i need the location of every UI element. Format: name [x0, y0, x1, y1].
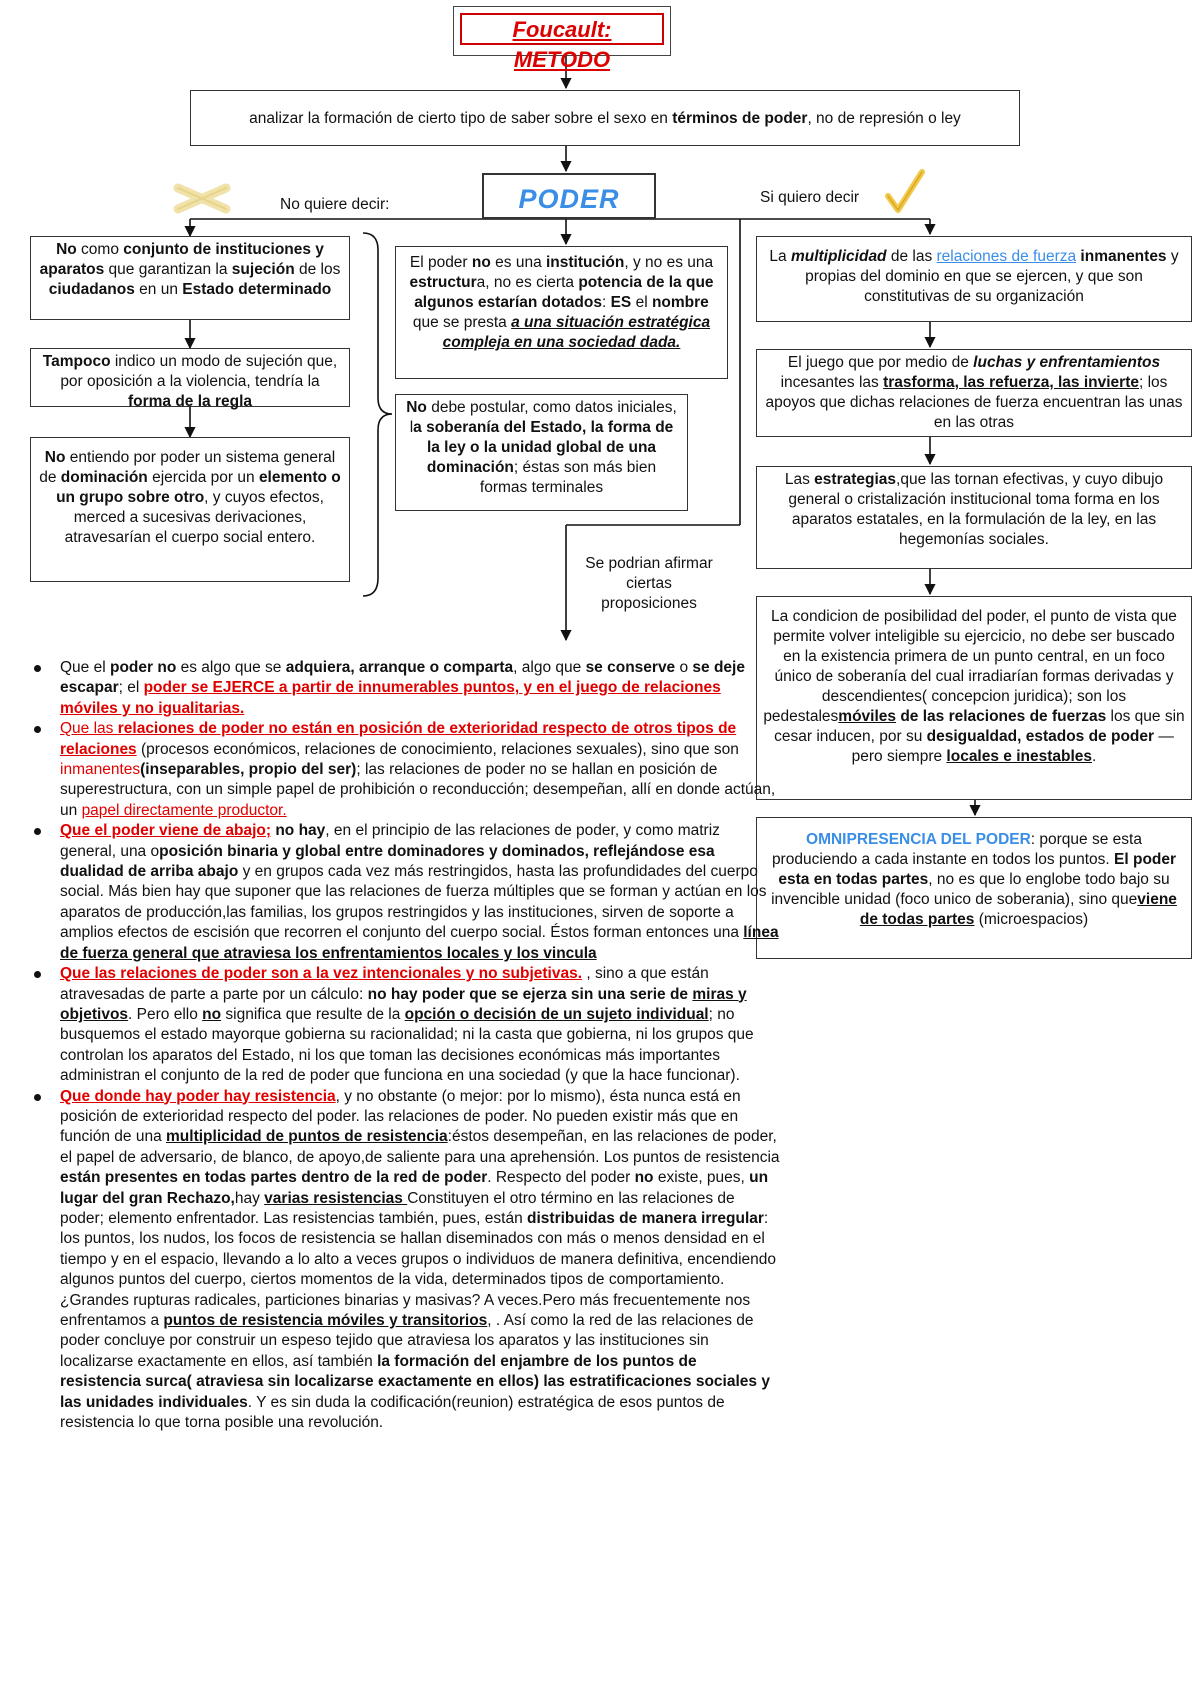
se-podrian-label: Se podrian afirmar ciertas proposiciones	[585, 555, 713, 612]
t: como	[76, 241, 124, 258]
t: adquiera, arranque o comparta	[285, 659, 514, 676]
t: y propias del dominio en que se ejercen, y que son constitutivas de su organización	[805, 248, 1179, 305]
no-quiere-decir-label: No quiere decir:	[280, 196, 390, 213]
t: luchas y enfrentamientos	[973, 354, 1161, 371]
t: ,que las tornan efectivas, y cuyo dibujo general o cristalización institucional toma forma en los aparatos estatales, en la formulación de la ley, en las hegemonías sociales.	[788, 471, 1164, 548]
t: no hay	[275, 822, 326, 840]
si-quiero-decir-label: Si quiero decir	[760, 189, 860, 206]
analyze-bold: términos de poder	[672, 110, 808, 127]
t: , y no obstante (o mejor: por lo mismo), ésta nunca está en posición de exterioridad respecto del poder. las relaciones de poder. No pueden existir más que en función de una	[60, 1087, 741, 1146]
t: que se presta	[412, 314, 512, 331]
t: distribuidas de manera irregular	[527, 1209, 764, 1227]
t: El poder esta en todas partes	[778, 851, 1177, 888]
t: relaciones de poder no están en posición de exterioridad respecto de otros tipos de relaciones	[60, 720, 737, 758]
right-box-2	[756, 349, 1192, 437]
t: — pero siempre	[851, 728, 1174, 765]
t: :éstos desempeñan, en las relaciones de poder, el papel de adversario, de blanco, de apoyo,de saliente para una aprehensión. Los puntos de resistencia	[60, 1128, 780, 1166]
t: El poder	[409, 254, 472, 271]
t: No	[56, 241, 77, 258]
t: No	[44, 449, 66, 466]
t: , no es que lo englobe todo bajo su invencible unidad (foco unico de soberania), sino que	[771, 871, 1170, 908]
bullet-icon	[34, 971, 41, 978]
t: nombre	[651, 294, 709, 311]
right-box-4	[756, 596, 1192, 800]
t: institución	[546, 254, 625, 271]
mid-box-2	[395, 394, 688, 511]
t: Tampoco	[42, 353, 111, 370]
bullet-icon	[34, 665, 41, 672]
t: no	[202, 1005, 222, 1023]
t: es una	[490, 254, 546, 271]
t: multiplicidad	[790, 248, 887, 265]
t: , sino a que están atravesadas de parte a parte por un cálculo:	[60, 965, 709, 1003]
poder-box	[482, 173, 656, 219]
t: ES	[610, 294, 632, 311]
left-box-2	[30, 348, 350, 410]
analyze-box	[190, 90, 1020, 146]
t: La condicion de posibilidad del poder, el punto de vista que permite volver inteligible su ejercicio, no debe ser buscado en la existencia primera de un punto central, en un foco único de soberanía del cual irradiarían formas derivadas y descendientes( concepcion juridica); son los pedestales	[763, 608, 1177, 725]
list-item	[60, 964, 780, 1086]
t: Que el	[60, 659, 110, 676]
left-box-3	[30, 437, 350, 582]
t: , en el principio de las relaciones de poder, y como matriz general, una o	[60, 822, 720, 860]
t: papel directamente productor.	[81, 801, 287, 819]
t: línea de fuerza general que atraviesa los enfrentamientos locales y los vincula	[60, 924, 779, 962]
analyze-text-end: , no de represión o ley	[807, 110, 961, 127]
t: ; éstas son más bien formas terminales	[479, 459, 657, 496]
t: entiendo por poder un sistema general de	[39, 449, 336, 486]
t: que garantizan la	[104, 261, 232, 278]
list-item	[60, 719, 780, 821]
t: hay	[234, 1189, 265, 1207]
t: puntos de resistencia móviles y transitorios	[163, 1312, 488, 1329]
t: OMNIPRESENCIA DEL PODER	[806, 831, 1031, 848]
t: , y no es una	[624, 254, 714, 271]
t: inmanentes	[60, 761, 141, 779]
t: Estado determinado	[182, 281, 332, 298]
t: ; no busquemos el estado mayorque gobierna su racionalidad; ni la casta que gobierna, ni los grupos que controlan los aparatos del Estado, ni los que toman las decisiones económicas más importantes administran el conjunto de la red de poder que funciona en una sociedad (y que la hace funcionar).	[60, 1005, 754, 1085]
right-box-1	[756, 236, 1192, 322]
t: de las relaciones de fuerzas	[896, 708, 1107, 725]
t: la formación del enjambre de los puntos de resistencia surca( atraviesa sin localizarse exactamente en ellos) las estratificaciones sociales y las unidades individuales	[60, 1352, 770, 1411]
t: Las	[784, 471, 815, 488]
t: ; el	[118, 679, 144, 697]
t: Constituyen el otro término en las relaciones de poder; elemento enfrentador. Las resistencias también, pues, están	[60, 1189, 735, 1227]
t: (inseparables, propio del ser)	[140, 761, 357, 779]
t: : los puntos, los nudos, los focos de resistencia se hallan diseminados con más o menos densidad en el tiempo y en el espacio, llevando a lo alto a veces grupos o individuos de manera definitiva, encendiendo algunos puntos del cuerpo, ciertos momentos de la vida, determinados tipos de comportamiento. ¿Grandes rupturas radicales, particiones binarias y masivas? A veces.Pero más frecuentemente nos enfrentamos a	[60, 1209, 777, 1329]
t: ejercida por un	[147, 469, 259, 486]
t: forma de la regla	[127, 393, 253, 410]
t: multiplicidad de puntos de resistencia	[166, 1128, 448, 1146]
poder-label: PODER	[518, 184, 620, 214]
t: los que sin cesar inducen, por su	[774, 708, 1185, 745]
right-box-5	[756, 817, 1192, 959]
list-item	[60, 1087, 780, 1434]
t: estructur	[409, 274, 477, 291]
mid-box-1	[395, 246, 728, 379]
t: posición binaria y global entre dominadores y dominados, reflejándose esa dualidad de arriba abajo	[60, 842, 715, 881]
right-box-3	[756, 466, 1192, 569]
t: o	[675, 659, 693, 676]
t: no hay poder que se ejerza sin una serie de	[367, 985, 693, 1003]
t: ; las relaciones de poder no se hallan en posición de superestructura, con un simple papel de prohibición o reconducción; desempeñan, allí en donde actúan, un	[60, 761, 776, 819]
t: , algo que	[513, 659, 586, 676]
bullet-icon	[34, 726, 41, 733]
t: . Y es sin duda la codificación(reunion) estratégica de esos puntos de resistencia lo que torna posible una revolución.	[60, 1393, 725, 1432]
t: a, no es cierta	[476, 274, 579, 291]
t: varias resistencias	[264, 1189, 408, 1207]
t: miras y objetivos	[60, 985, 747, 1023]
t: .	[1092, 748, 1097, 765]
t: , y cuyos efectos, merced a sucesivas derivaciones, atravesarían el cuerpo social entero.	[64, 489, 324, 546]
t: es algo que se	[176, 659, 286, 676]
t: . Pero ello	[128, 1005, 203, 1023]
t: La	[769, 248, 791, 265]
t: inmanentes	[1080, 248, 1167, 265]
t: a una situación estratégica compleja en una sociedad dada.	[442, 314, 711, 351]
t: significa que resulte de la	[221, 1005, 405, 1023]
x-mark-icon	[178, 188, 226, 209]
t: desigualdad, estados de poder	[926, 728, 1155, 745]
t: Que las	[60, 720, 118, 738]
t: El juego que por medio de	[787, 354, 974, 371]
t: Que las relaciones de poder son a la vez intencionales y no subjetivas.	[60, 965, 583, 983]
t: sujeción	[231, 261, 295, 278]
t: existe, pues,	[653, 1169, 750, 1187]
t: de las	[886, 248, 937, 265]
t: no	[471, 254, 491, 271]
t: debe postular, como datos iniciales, l	[409, 399, 677, 436]
t: ciudadanos	[48, 281, 135, 298]
t: elemento o un grupo sobre otro	[56, 469, 341, 506]
t: en un	[134, 281, 183, 298]
t: y en grupos cada vez más restringidos, hasta las profundidades del cuerpo social. Más bien hay que suponer que las relaciones de fuerza múltiples que se forman y actúan en los aparatos de producción,las familias, los grupos restringidos y las instituciones, sirven de soporte a amplios efectos de escisión que recorren el conjunto del cuerpo social. Éstos forman entonces una	[60, 863, 767, 942]
bullet-icon	[34, 1094, 41, 1101]
t: trasforma, las refuerza, las invierte	[883, 374, 1139, 391]
t: : porque se esta produciendo a cada instante en todos los puntos.	[771, 831, 1142, 868]
t: a soberanía del Estado, la forma de la ley o la unidad global de una dominación	[413, 419, 674, 476]
t: un lugar del gran Rechazo,	[60, 1169, 769, 1207]
t: potencia de la que algunos estarían dotados	[414, 274, 714, 311]
t: el	[631, 294, 652, 311]
left-box-1	[30, 236, 350, 320]
check-mark-icon	[888, 172, 922, 210]
t: viene de todas partes	[859, 891, 1177, 928]
t: de los	[294, 261, 341, 278]
t: No	[406, 399, 427, 416]
analyze-text: analizar la formación de cierto tipo de saber sobre el sexo en	[249, 110, 673, 127]
t: se deje escapar	[60, 659, 745, 697]
t: indico un modo de sujeción que, por oposición a la violencia, tendría la	[60, 353, 338, 390]
t: estrategias	[814, 471, 897, 488]
t: opción o decisión de un sujeto individual	[404, 1005, 709, 1023]
t: locales e inestables	[946, 748, 1093, 765]
t: poder se EJERCE a partir de innumerables puntos, y en el juego de relaciones móviles y no igualitarias.	[60, 679, 721, 717]
t: (microespacios)	[974, 911, 1089, 928]
t: :	[601, 294, 611, 311]
t: conjunto de instituciones y aparatos	[39, 241, 324, 278]
t: están presentes en todas partes dentro de la red de poder	[60, 1169, 488, 1187]
list-item	[60, 821, 780, 964]
t: móviles	[838, 708, 897, 725]
t: . Respecto del poder	[487, 1169, 635, 1187]
t: Que el poder viene de abajo;	[60, 822, 272, 840]
propositions-list	[26, 658, 780, 1433]
title-box	[453, 6, 671, 72]
page-title: Foucault: METODO	[460, 13, 664, 45]
t: relaciones de fuerza	[936, 248, 1077, 265]
t: ; los apoyos que dichas relaciones de fuerza encuentran las unas en las otras	[765, 374, 1183, 431]
list-item	[60, 658, 780, 719]
t: no	[634, 1169, 654, 1187]
t: poder no	[109, 659, 177, 676]
t: , . Así como la red de las relaciones de poder concluye por construir un espeso tejido que atraviesa los aparatos y las instituciones sin localizarse exactamente en ellos, así también	[60, 1312, 754, 1370]
t: se conserve	[585, 659, 676, 676]
t: Que donde hay poder hay resistencia	[60, 1087, 336, 1105]
t: incesantes las	[780, 374, 884, 391]
t: dominación	[60, 469, 148, 486]
bullet-icon	[34, 828, 41, 835]
t: (procesos económicos, relaciones de conocimiento, relaciones sexuales), sino que son	[136, 740, 739, 758]
